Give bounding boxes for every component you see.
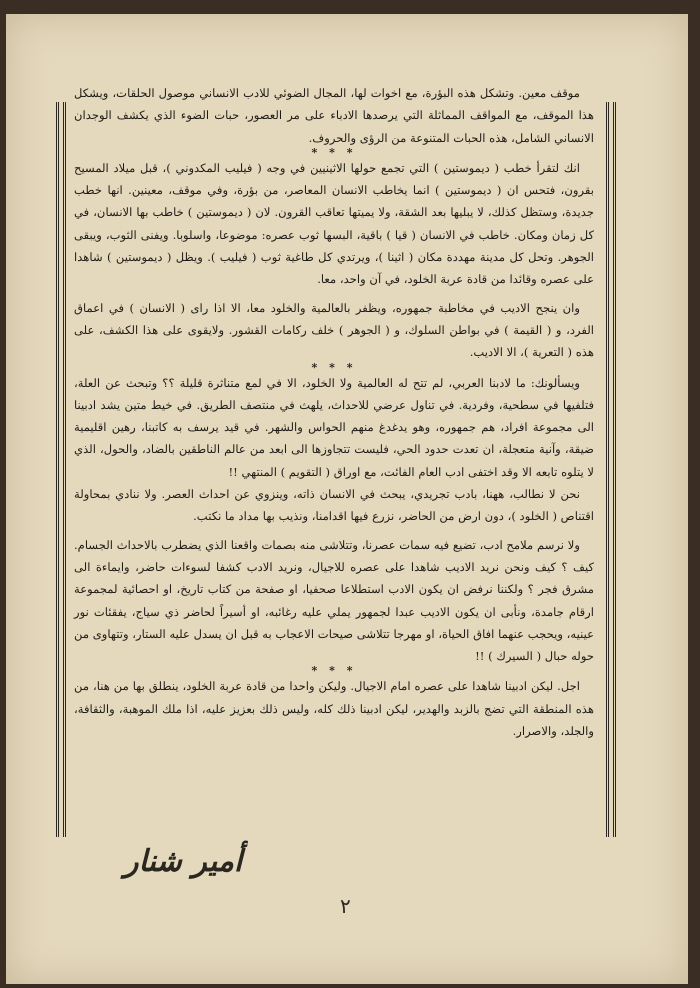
left-border-rule	[56, 102, 66, 837]
right-border-rule	[606, 102, 616, 837]
intro-paragraph: موقف معين. وتشكل هذه البؤرة، مع اخوات لها، المجال الضوئي للادب الانساني موصول الحلقات، ويشكل هذا الموقف، مع المواقف المماثلة التي يرصدها الادباء على مر العصور، حبات الضوء الذي يكشف الوجدان الانساني الشامل، هذه الحبات المتنوعة من الرؤى والحروف.	[74, 86, 594, 145]
section-separator: * * *	[311, 360, 357, 374]
article-body	[74, 82, 594, 742]
paragraph: وان ينجح الاديب في مخاطبة جمهوره، ويظفر بالعالمية والخلود معا، الا اذا راى ( الانسان ) في اعماق الفرد، و ( القيمة ) في بواطن السلوك، و ( الجوهر ) خلف ركامات القشور. ولايقوى على هذا الكشف، على هذه ( التعرية )، الا الاديب.	[74, 300, 594, 360]
paragraph: انك لتقرأ خطب ( ديموستين ) التي تجمع حولها الاثينيين في وجه ( فيليب المكدوني )، قبل ميلاد المسيح بقرون، فتحس ان ( ديموستين ) انما يخاطب الانسان المعاصر، من بؤرة، وفي موقف، معينين. انها خطب جديدة، وستظل كذلك، لا يبليها بعد الشقة، ولا يميتها تعاقب القرون. لان ( ديموستين ) خاطب بها الانسان، في كل زمان ومكان. خاطب في الانسان ( قيا ) باقية، البسها ثوب عصره: موضوعا، واسلوبا. ويفنى الثوب، ويبقى الجوهر. وتحل كل مدينة مهددة مكان ( اثينا )، ويرتدي كل طاغية ثوب ( فيليب ). ويظل ( ديموستين ) شاهدا على عصره وقائدا من قادة عربة الخلود، في آن واحد، معا.	[74, 160, 594, 287]
author-signature: أمير شنار	[124, 844, 243, 879]
page-number: ٢	[340, 894, 351, 918]
paragraph: ولا نرسم ملامح ادب، تضيع فيه سمات عصرنا، وتتلاشى منه بصمات واقعنا الذي يضطرب بالاحداث الجسام. كيف ؟ كيف ونحن نريد الاديب شاهدا على عصره للاجيال، ونريد الادب كشفا لسوءات حاضر، وايماءة الى مشرق فجر ؟ ولكننا نرفض ان يكون الادب استطلاعا صحفيا، او صفحة من كتاب تاريخ، او احصائية لمجموعة ارقام جامدة، ونأبى ان يكون الاديب عبدا لجمهور يملي عليه رغائبه، او أسيراً لحاضر ذي سياج، يفقئات نور عينيه، ويحجب عنهما افاق الحياة، او مهرجا تتلاشى صيحات الاعجاب به قبل ان يسدل عليه الستار، وتتهاوى من حوله حبال ( السيرك ) !!	[74, 537, 594, 664]
paragraph: ويسألونك: ما لادبنا العربي، لم تتح له العالمية ولا الخلود، الا في لمع متناثرة قليلة ؟؟ وتبحث عن العلة، فتلفيها في سطحية، وفردية. في تناول عرضي للاحداث، يلهث في منتصف الطريق. في خيط متين يشد ادبينا الى مجموعة افراد، هم جمهوره، وهو يدغدغ منهم الحواس والشهر. في قيد يرسف به كاتبنا، رهين اقليمية ضيقة، وآنية متعجلة، ان تعدت حدود الحي، فليست تتجاوزها الى ابعد من عالم الناطقين بالضاد، والحول، الذي لا يتلوه تابعه الا وقد اختفى ادب العام الفائت، مع اوراق ( التقويم ) المنتهي !!	[74, 375, 594, 479]
section-separator: * * *	[311, 145, 357, 159]
section-separator: * * *	[311, 664, 357, 678]
paragraph: اجل. ليكن ادبينا شاهدا على عصره امام الاجيال. وليكن واحدا من قادة عربة الخلود، ينطلق بها من هنا، من هذه المنطقة التي تضج بالزبد والهدير، ليكن ادبينا ذلك كله، وليس ذلك بعزيز عليه، اذا ملك الموهبة، والثقافة، والجلد، والاصرار.	[74, 679, 594, 739]
paragraph: نحن لا نطالب، ههنا، بادب تجريدي، يبحث في الانسان ذاته، وينزوي عن احداث العصر. ولا ننادي بمحاولة اقتناص ( الخلود )، دون ارض من الحاضر، نزرع فيها اقدامنا، ونذيب بها مداد ما نكتب.	[74, 487, 594, 524]
page-sheet	[6, 14, 688, 984]
